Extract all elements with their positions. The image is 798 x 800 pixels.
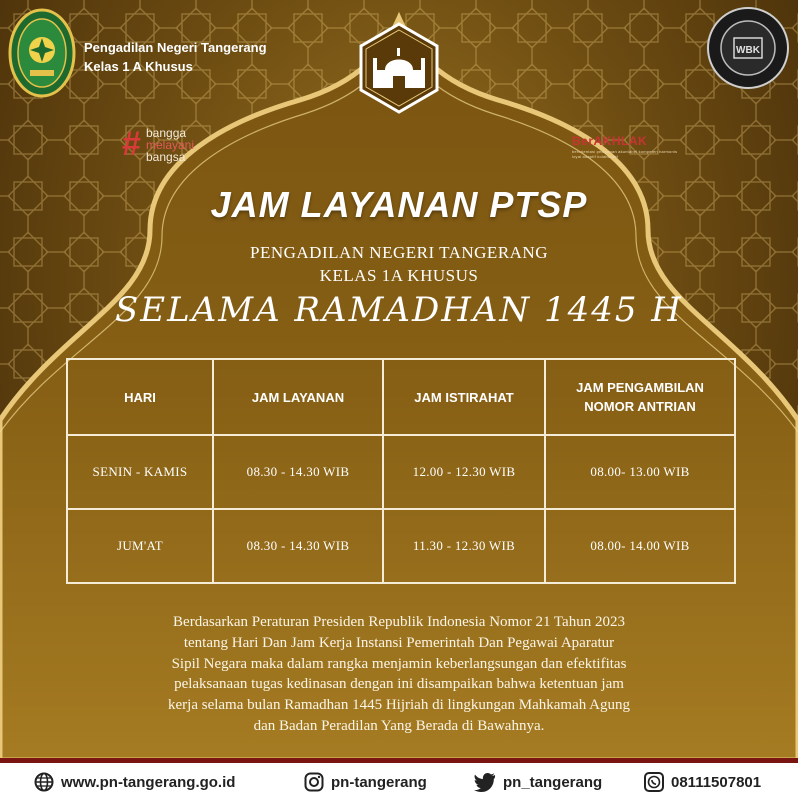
header-jam-pengambilan: JAM PENGAMBILAN NOMOR ANTRIAN bbox=[545, 359, 735, 435]
berakhlak-subtitle: berorientasi pelayanan akuntabel kompeten harmonis loyal adaptif kolaboratif bbox=[572, 149, 678, 159]
globe-icon bbox=[34, 772, 54, 792]
bangga-line2: melayani bbox=[146, 138, 195, 152]
paragraph-line: pelaksanaan tugas kedinasan dengan ini disampaikan bahwa ketentuan jam bbox=[174, 676, 624, 693]
ramadhan-heading: SELAMA RAMADHAN 1445 H bbox=[115, 290, 683, 330]
footer-instagram[interactable] bbox=[304, 771, 427, 793]
twitter-icon bbox=[474, 772, 496, 792]
page-title: JAM LAYANAN PTSP bbox=[210, 184, 588, 225]
footer-whatsapp[interactable] bbox=[644, 771, 761, 793]
bangga-line3: bangsa bbox=[146, 150, 186, 164]
regulation-paragraph bbox=[80, 612, 718, 737]
paragraph-line: Berdasarkan Peraturan Presiden Republik Indonesia Nomor 21 Tahun 2023 bbox=[173, 614, 625, 630]
hashtag-icon: # bbox=[122, 125, 141, 163]
cell-jam-pengambilan: 08.00- 14.00 WIB bbox=[545, 509, 735, 583]
header-jam-istirahat: JAM ISTIRAHAT bbox=[383, 359, 545, 435]
instagram-icon bbox=[304, 772, 324, 792]
cell-jam-pengambilan: 08.00- 13.00 WIB bbox=[545, 435, 735, 509]
paragraph-line: tentang Hari Dan Jam Kerja Instansi Pemerintah Dan Pegawai Aparatur bbox=[183, 634, 615, 651]
cell-hari: JUM'AT bbox=[67, 509, 213, 583]
cell-jam-istirahat: 12.00 - 12.30 WIB bbox=[383, 435, 545, 509]
whatsapp-icon bbox=[644, 772, 664, 792]
zona-integritas-badge bbox=[706, 6, 790, 90]
bangga-melayani-bangsa-logo bbox=[120, 126, 220, 168]
cell-jam-layanan: 08.30 - 14.30 WIB bbox=[213, 435, 383, 509]
cell-jam-layanan: 08.30 - 14.30 WIB bbox=[213, 509, 383, 583]
table-row bbox=[67, 509, 735, 583]
instagram-text: pn-tangerang bbox=[331, 773, 427, 791]
footer-website[interactable] bbox=[34, 771, 235, 793]
bangga-line1: bangga bbox=[146, 126, 187, 140]
mosque-icon bbox=[357, 22, 441, 114]
mahkamah-agung-logo bbox=[8, 8, 76, 98]
twitter-text: pn_tangerang bbox=[503, 773, 603, 791]
berakhlak-logo bbox=[572, 134, 682, 164]
cell-hari: SENIN - KAMIS bbox=[67, 435, 213, 509]
berakhlak-word: BerAKHLAK bbox=[572, 134, 648, 148]
paragraph-line: kerja selama bulan Ramadhan 1445 Hijriah di lingkungan Mahkamah Agung bbox=[168, 697, 630, 714]
svg-text:WBK: WBK bbox=[736, 45, 760, 56]
table-header-row bbox=[67, 359, 735, 435]
subtitle-court: PENGADILAN NEGERI TANGERANG bbox=[250, 243, 548, 262]
footer-bar bbox=[0, 763, 798, 800]
court-name bbox=[84, 38, 267, 76]
footer-twitter[interactable] bbox=[474, 771, 602, 793]
paragraph-line: dan Badan Peradilan Yang Berada di Bawahnya. bbox=[253, 717, 545, 734]
header-jam-layanan: JAM LAYANAN bbox=[213, 359, 383, 435]
cell-jam-istirahat: 11.30 - 12.30 WIB bbox=[383, 509, 545, 583]
court-name-line1: Pengadilan Negeri Tangerang bbox=[84, 40, 267, 55]
paragraph-line: Sipil Negara maka dalam rangka menjamin keberlangsungan dan efektifitas bbox=[171, 655, 627, 672]
schedule-table bbox=[66, 358, 736, 584]
subtitle-class: KELAS 1A KHUSUS bbox=[319, 266, 479, 285]
whatsapp-text: 08111507801 bbox=[671, 773, 762, 791]
website-text: www.pn-tangerang.go.id bbox=[61, 773, 236, 791]
court-name-line2: Kelas 1 A Khusus bbox=[84, 59, 193, 74]
header-hari: HARI bbox=[67, 359, 213, 435]
table-row bbox=[67, 435, 735, 509]
